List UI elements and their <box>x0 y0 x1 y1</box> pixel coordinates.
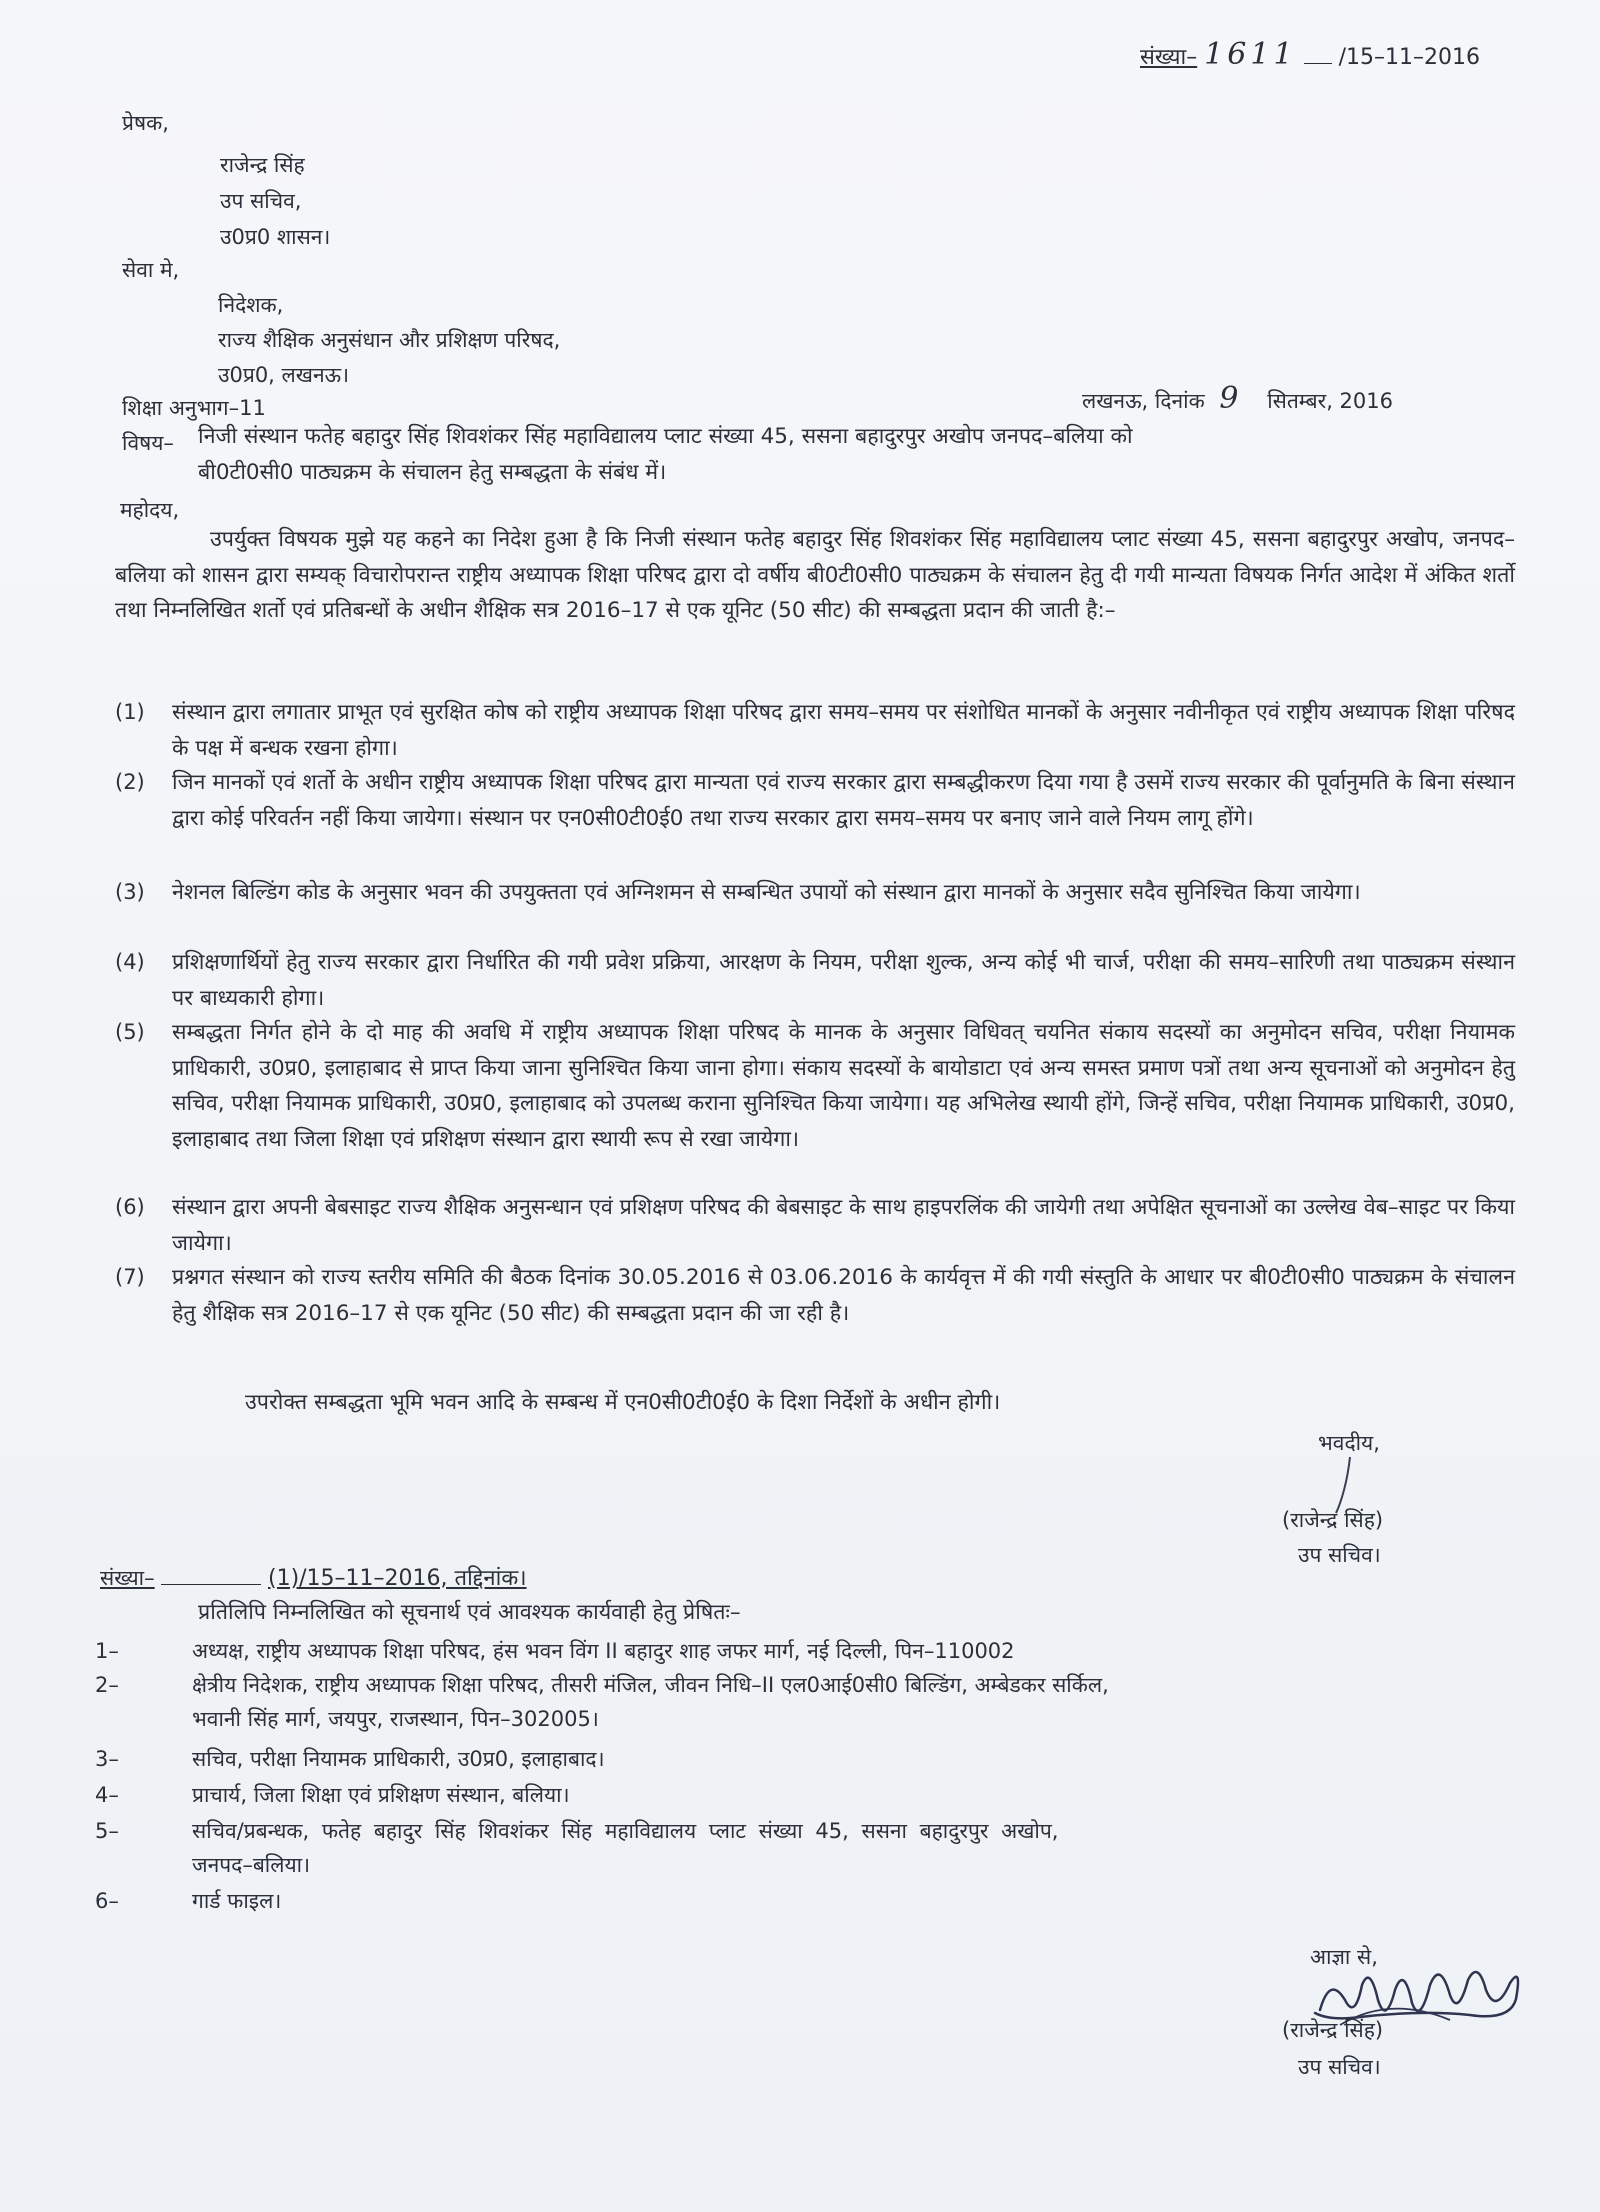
condition-3-text: नेशनल बिल्डिंग कोड के अनुसार भवन की उपयुक्तता एवं अग्निशमन से सम्बन्धित उपायों को संस्थान द्वारा मानकों के अनुसार सदैव सुनिश्चित किया जायेगा। <box>172 880 1361 905</box>
place-date-place: लखनऊ, दिनांक <box>1082 389 1205 413</box>
intro-paragraph: उपर्युक्त विषयक मुझे यह कहने का निदेश हुआ है कि निजी संस्थान फतेह बहादुर सिंह शिवशंकर सिंह महाविद्यालय प्लाट संख्या 45, ससना बहादुरपुर अखोप, जनपद–बलिया को शासन द्वारा सम्यक् विचारोपरान्त राष्ट्रीय अध्यापक शिक्षा परिषद द्वारा दो वर्षीय बी0टी0सी0 पाठ्यक्रम के संचालन हेतु दी गयी मान्यता विषयक निर्गत आदेश में अंकित शर्तो तथा निम्नलिखित शर्तो एवं प्रतिबन्धों के अधीन शैक्षिक सत्र 2016–17 से एक यूनिट (50 सीट) की सम्बद्धता प्रदान की जाती है:– <box>115 527 1515 623</box>
signoff-name: (राजेन्द्र सिंह) <box>1282 1508 1384 1532</box>
copy-item-3-line-1: सचिव, परीक्षा नियामक प्राधिकारी, उ0प्र0, इलाहाबाद। <box>192 1747 605 1771</box>
copy-item-2-number: 2– <box>95 1673 119 1697</box>
place-date-day: 9 <box>1219 381 1239 416</box>
condition-5-number: (5) <box>115 1020 145 1044</box>
subject-label: विषय– <box>122 431 174 455</box>
signoff-yours: भवदीय, <box>1318 1431 1380 1455</box>
reference-date: /15–11–2016 <box>1338 45 1480 70</box>
copy-intro: प्रतिलिपि निम्नलिखित को सूचनार्थ एवं आवश्यक कार्यवाही हेतु प्रेषितः– <box>198 1600 741 1625</box>
copy-number-label: संख्या– <box>100 1566 155 1590</box>
condition-1-text: संस्थान द्वारा लगातार प्राभूत एवं सुरक्षित कोष को राष्ट्रीय अध्यापक शिक्षा परिषद द्वारा समय–समय पर संशोधित मानकों के अनुसार नवीनीकृत एवं राष्ट्रीय अध्यापक शिक्षा परिषद के पक्ष में बन्धक रखना होगा। <box>172 700 1515 761</box>
section-name: शिक्षा अनुभाग–11 <box>122 396 266 420</box>
condition-6-number: (6) <box>115 1195 145 1219</box>
reference-number <box>1140 37 1480 73</box>
sender-label: प्रेषक, <box>122 111 169 135</box>
order-label: आज्ञा से, <box>1310 1945 1378 1969</box>
copy-item-6-number: 6– <box>95 1889 119 1913</box>
copy-item-1-number: 1– <box>95 1639 119 1663</box>
copy-item-5-number: 5– <box>95 1819 119 1843</box>
sender-name: राजेन्द्र सिंह <box>220 153 305 177</box>
recipient-title: निदेशक, <box>218 293 284 317</box>
closing-paragraph: उपरोक्त सम्बद्धता भूमि भवन आदि के सम्बन्ध में एन0सी0टी0ई0 के दिशा निर्देशों के अधीन होगी। <box>245 1390 1001 1415</box>
sender-designation: उप सचिव, <box>220 189 302 213</box>
recipient-label: सेवा मे, <box>122 258 180 282</box>
copy-item-1-line-1: अध्यक्ष, राष्ट्रीय अध्यापक शिक्षा परिषद, हंस भवन विंग II बहादुर शाह जफर मार्ग, नई दिल्ली, पिन–110002 <box>192 1639 1015 1663</box>
copy-number <box>100 1563 527 1594</box>
copy-item-2-line-2: भवानी सिंह मार्ग, जयपुर, राजस्थान, पिन–302005। <box>192 1707 599 1731</box>
copy-item-2-line-1: क्षेत्रीय निदेशक, राष्ट्रीय अध्यापक शिक्षा परिषद, तीसरी मंजिल, जीवन निधि–II एल0आई0सी0 बिल्डिंग, अम्बेडकर सर्किल, <box>192 1673 1109 1697</box>
condition-2-text: जिन मानकों एवं शर्तो के अधीन राष्ट्रीय अध्यापक शिक्षा परिषद द्वारा मान्यता एवं राज्य सरकार द्वारा सम्बद्धीकरण दिया गया है उसमें राज्य सरकार की पूर्वानुमति के बिना संस्थान द्वारा कोई परिवर्तन नहीं किया जायेगा। संस्थान पर एन0सी0टी0ई0 तथा राज्य सरकार द्वारा समय–समय पर बनाए जाने वाले नियम लागू होंगे। <box>172 770 1515 831</box>
copy-item-3-number: 3– <box>95 1747 119 1771</box>
reference-number-value: 1611 <box>1204 37 1297 72</box>
copy-item-6-line-1: गार्ड फाइल। <box>192 1889 282 1913</box>
condition-3-number: (3) <box>115 880 145 904</box>
sender-office: उ0प्र0 शासन। <box>220 225 331 249</box>
place-date-month-year: सितम्बर, 2016 <box>1267 389 1393 413</box>
copy-item-4-line-1: प्राचार्य, जिला शिक्षा एवं प्रशिक्षण संस्थान, बलिया। <box>192 1783 570 1807</box>
copy-item-4-number: 4– <box>95 1783 119 1807</box>
copy-item-5-line-1: सचिव/प्रबन्धक, फतेह बहादुर सिंह शिवशंकर सिंह महाविद्यालय प्लाट संख्या 45, ससना बहादुरपुर अखोप, <box>192 1819 1059 1843</box>
copy-number-value: (1)/15–11–2016, तद्दिनांक। <box>267 1566 527 1591</box>
order-name: (राजेन्द्र सिंह) <box>1282 2018 1384 2042</box>
subject-line-2: बी0टी0सी0 पाठ्यक्रम के संचालन हेतु सम्बद्धता के संबंध में। <box>198 460 667 485</box>
order-designation: उप सचिव। <box>1298 2055 1381 2079</box>
place-date <box>1082 381 1393 416</box>
condition-6-text: संस्थान द्वारा अपनी बेबसाइट राज्य शैक्षिक अनुसन्धान एवं प्रशिक्षण परिषद की बेबसाइट के साथ हाइपरलिंक की जायेगी तथा अपेक्षित सूचनाओं का उल्लेख वेब–साइट पर किया जायेगा। <box>172 1195 1515 1256</box>
recipient-org: राज्य शैक्षिक अनुसंधान और प्रशिक्षण परिषद, <box>218 328 561 352</box>
condition-7-number: (7) <box>115 1265 145 1289</box>
subject-line-1: निजी संस्थान फतेह बहादुर सिंह शिवशंकर सिंह महाविद्यालय प्लाट संख्या 45, ससना बहादुरपुर अखोप जनपद–बलिया को <box>198 424 1133 449</box>
recipient-place: उ0प्र0, लखनऊ। <box>218 363 350 387</box>
condition-4-text: प्रशिक्षणार्थियों हेतु राज्य सरकार द्वारा निर्धारित की गयी प्रवेश प्रक्रिया, आरक्षण के नियम, परीक्षा शुल्क, अन्य कोई भी चार्ज, परीक्षा की समय–सारिणी तथा पाठ्यक्रम संस्थान पर बाध्यकारी होगा। <box>172 950 1515 1011</box>
condition-4-number: (4) <box>115 950 145 974</box>
reference-number-label: संख्या– <box>1140 45 1198 70</box>
signoff-designation: उप सचिव। <box>1298 1543 1381 1567</box>
condition-5-text: सम्बद्धता निर्गत होने के दो माह की अवधि में राष्ट्रीय अध्यापक शिक्षा परिषद के मानक के अनुसार विधिवत् चयनित संकाय सदस्यों का अनुमोदन सचिव, परीक्षा नियामक प्राधिकारी, उ0प्र0, इलाहाबाद से प्राप्त किया जाना सुनिश्चित किया जाना होगा। संकाय सदस्यों के बायोडाटा एवं अन्य समस्त प्रमाण पत्रों तथा अन्य सूचनाओं को अनुमोदन हेतु सचिव, परीक्षा नियामक प्राधिकारी, उ0प्र0, इलाहाबाद को उपलब्ध कराना सुनिश्चित किया जायेगा। यह अभिलेख स्थायी होंगे, जिन्हें सचिव, परीक्षा नियामक प्राधिकारी, उ0प्र0, इलाहाबाद तथा जिला शिक्षा एवं प्रशिक्षण संस्थान द्वारा स्थायी रूप से रखा जायेगा। <box>172 1020 1515 1152</box>
copy-item-5-line-2: जनपद–बलिया। <box>192 1853 311 1877</box>
condition-7-text: प्रश्नगत संस्थान को राज्य स्तरीय समिति की बैठक दिनांक 30.05.2016 से 03.06.2016 के कार्यवृत्त में की गयी संस्तुति के आधार पर बी0टी0सी0 पाठ्यक्रम के संचालन हेतु शैक्षिक सत्र 2016–17 से एक यूनिट (50 सीट) की सम्बद्धता प्रदान की जा रही है। <box>172 1265 1515 1326</box>
condition-2-number: (2) <box>115 770 145 794</box>
salutation: महोदय, <box>120 498 180 522</box>
condition-1-number: (1) <box>115 700 145 724</box>
